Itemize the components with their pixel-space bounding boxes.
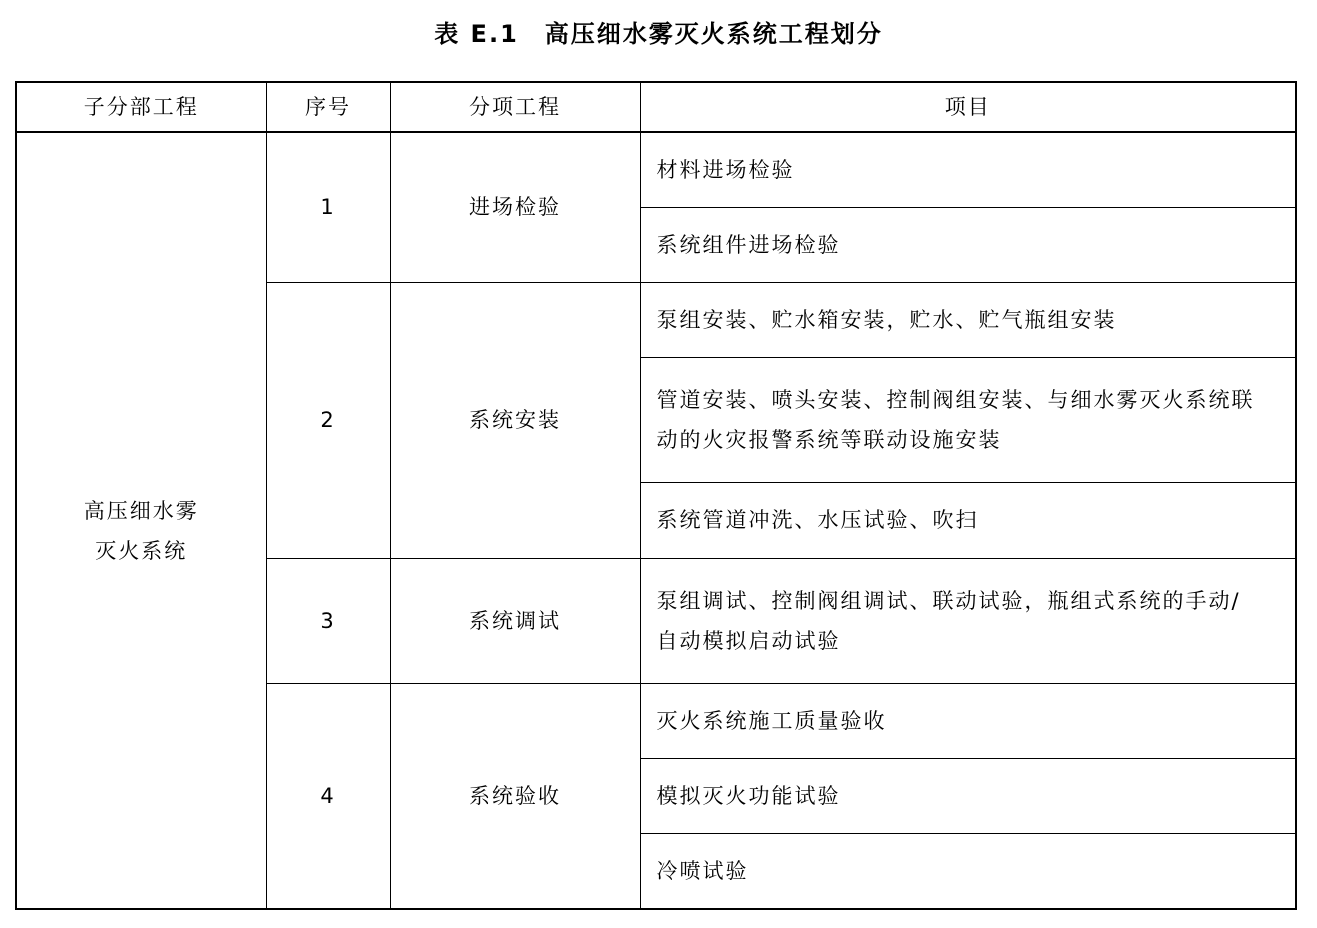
table-caption-code: 表 E.1: [434, 20, 519, 48]
item-text: 材料进场检验: [656, 157, 795, 182]
item-text: 灭火系统施工质量验收: [656, 709, 887, 734]
item-cell: [640, 357, 1296, 483]
section-number: 2: [266, 282, 390, 558]
item-text: 模拟灭火功能试验: [656, 784, 841, 809]
subdivision-cell: [16, 132, 266, 909]
engineering-division-table: [15, 81, 1297, 910]
section-name: 系统调试: [390, 558, 640, 684]
item-text: 冷喷试验: [656, 859, 749, 884]
item-cell: [640, 483, 1296, 558]
header-section: 分项工程: [390, 82, 640, 132]
item-text: 系统组件进场检验: [656, 232, 841, 257]
item-cell: [640, 684, 1296, 759]
item-cell: [640, 282, 1296, 357]
item-cell: [640, 834, 1296, 909]
subdivision-line: 高压细水雾: [83, 498, 199, 523]
item-cell: [640, 207, 1296, 282]
section-number: 3: [266, 558, 390, 684]
item-cell: [640, 132, 1296, 207]
table-row: [16, 132, 1296, 207]
section-name: 进场检验: [390, 132, 640, 282]
table-caption-text: 高压细水雾灭火系统工程划分: [544, 20, 883, 48]
item-cell: [640, 558, 1296, 684]
table-caption: [0, 14, 1317, 49]
table-header-row: [16, 82, 1296, 132]
item-text: 管道安装、喷头安装、控制阀组安装、与细水雾灭火系统联: [656, 388, 1255, 413]
item-text: 泵组调试、控制阀组调试、联动试验，瓶组式系统的手动/: [656, 588, 1241, 613]
item-text: 动的火灾报警系统等联动设施安装: [656, 428, 1002, 453]
header-items: 项目: [640, 82, 1296, 132]
header-number: 序号: [266, 82, 390, 132]
section-number: 1: [266, 132, 390, 282]
item-cell: [640, 759, 1296, 834]
section-number: 4: [266, 684, 390, 909]
header-subdivision: 子分部工程: [16, 82, 266, 132]
subdivision-line: 灭火系统: [95, 538, 188, 563]
section-name: 系统安装: [390, 282, 640, 558]
section-name: 系统验收: [390, 684, 640, 909]
item-text: 自动模拟启动试验: [656, 628, 841, 653]
item-text: 系统管道冲洗、水压试验、吹扫: [656, 508, 979, 533]
item-text: 泵组安装、贮水箱安装，贮水、贮气瓶组安装: [656, 307, 1117, 332]
